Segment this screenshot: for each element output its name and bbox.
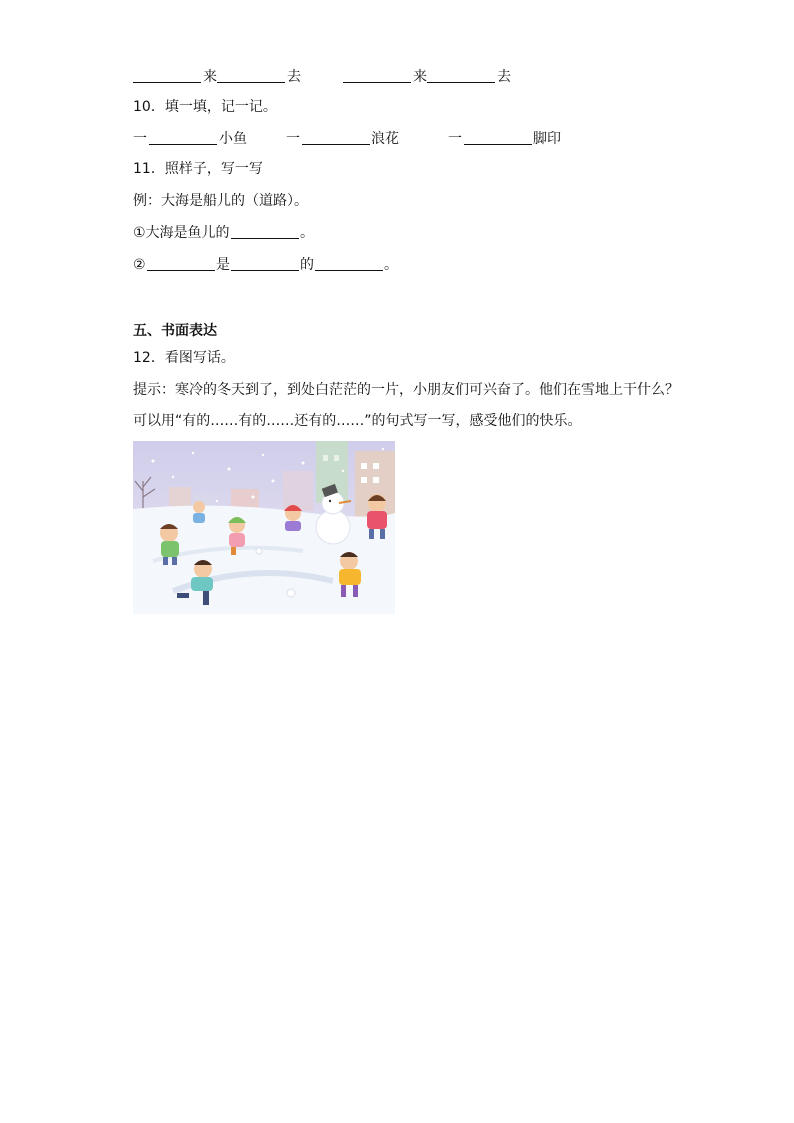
q9-answer-line	[133, 67, 653, 87]
answer-blank[interactable]	[343, 67, 411, 83]
answer-blank[interactable]	[302, 129, 370, 145]
q11-item1-suffix: 。	[300, 225, 314, 241]
q10-suffix: 小鱼	[219, 131, 247, 147]
snow-scene-illustration	[133, 441, 395, 614]
q11-item2-mid2: 的	[300, 257, 314, 273]
q11-item2-end: 。	[384, 257, 398, 273]
q10-suffix: 脚印	[533, 131, 561, 147]
answer-blank[interactable]	[315, 255, 383, 271]
q11-item-1	[133, 223, 533, 243]
section-title: 五、书面表达	[133, 323, 217, 339]
q9-word: 来	[203, 69, 217, 85]
q9-word: 来	[413, 69, 427, 85]
q10-prefix: 一	[133, 131, 147, 147]
q10-prefix: 一	[286, 131, 300, 147]
answer-blank[interactable]	[427, 67, 495, 83]
answer-blank[interactable]	[231, 255, 299, 271]
answer-blank[interactable]	[133, 67, 201, 83]
answer-blank[interactable]	[149, 129, 217, 145]
q11-question: 11．照样子，写一写	[133, 161, 263, 177]
q9-word: 去	[497, 69, 511, 85]
q12-hint-2: 可以用“有的……有的……还有的……”的句式写一写，感受他们的快乐。	[133, 413, 582, 429]
q10-items	[133, 129, 653, 149]
answer-blank[interactable]	[217, 67, 285, 83]
q11-item2-mid1: 是	[216, 257, 230, 273]
q10-suffix: 浪花	[371, 131, 399, 147]
q11-item-2	[133, 255, 533, 275]
q10-prefix: 一	[448, 131, 462, 147]
q12-question: 12．看图写话。	[133, 350, 235, 366]
q10-question: 10．填一填，记一记。	[133, 99, 277, 115]
answer-blank[interactable]	[231, 223, 299, 239]
q11-item2-marker: ②	[133, 257, 146, 273]
q9-word: 去	[287, 69, 301, 85]
q12-hint-1: 提示：寒冷的冬天到了，到处白茫茫的一片，小朋友们可兴奋了。他们在雪地上干什么？	[133, 382, 679, 398]
q11-example: 例：大海是船儿的（道路）。	[133, 193, 308, 209]
answer-blank[interactable]	[147, 255, 215, 271]
q11-item1-prefix: ①大海是鱼儿的	[133, 225, 230, 241]
answer-blank[interactable]	[464, 129, 532, 145]
